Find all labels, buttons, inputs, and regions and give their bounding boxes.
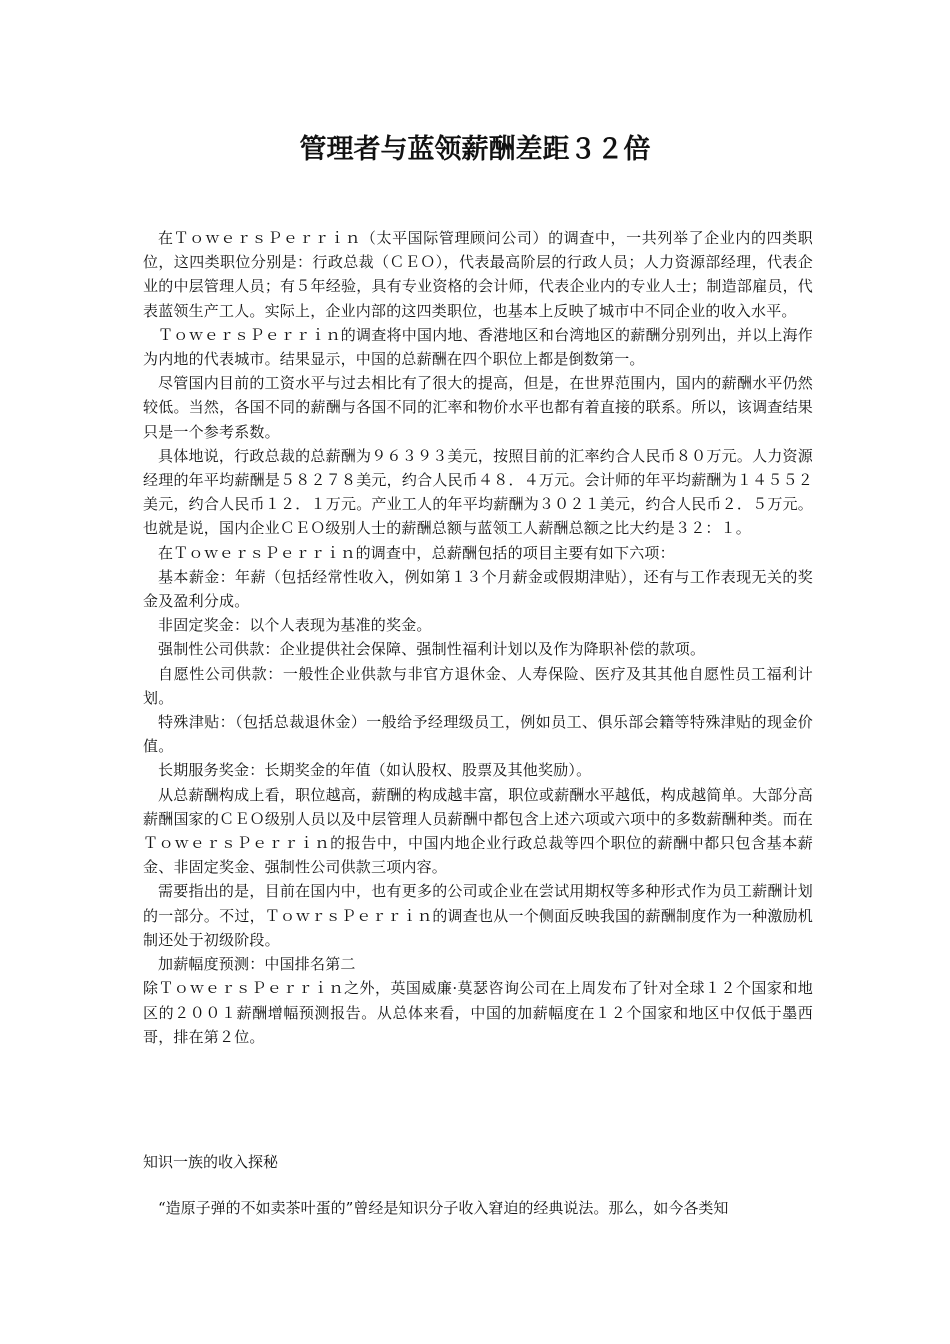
paragraph: “造原子弹的不如卖茶叶蛋的”曾经是知识分子收入窘迫的经典说法。那么，如今各类知 (158, 1199, 729, 1217)
paragraph: 特殊津贴：（包括总裁退休金）一般给予经理级员工，例如员工、俱乐部会籍等特殊津贴的现金价值。 (143, 713, 813, 756)
paragraph: 长期服务奖金：长期奖金的年值（如认股权、股票及其他奖励）。 (158, 761, 592, 780)
paragraph: 尽管国内目前的工资水平与过去相比有了很大的提高，但是，在世界范围内，国内的薪酬水平仍然较低。当然，各国不同的薪酬与各国不同的汇率和物价水平也都有着直接的联系。所以，该调查结果只是一个参考系数。 (143, 374, 813, 441)
paragraph: 非固定奖金：以个人表现为基准的奖金。 (158, 616, 432, 635)
paragraph: 在ＴｏｗｅｒｓＰｅｒｒｉｎ（太平国际管理顾问公司）的调查中，一共列举了企业内的四类职位，这四类职位分别是：行政总裁（ＣＥＯ），代表最高阶层的行政人员；人力资源部经理，代表企业的中层管理人员；有５年经验，具有专业资格的会计师，代表企业内的专业人士；制造部雇员，代表蓝领生产工人。实际上，企业内部的这四类职位，也基本上反映了城市中不同企业的收入水平。 (143, 229, 813, 320)
paragraph: ＴｏｗｅｒｓＰｅｒｒｉｎ的调查将中国内地、香港地区和台湾地区的薪酬分别列出，并以上海作为内地的代表城市。结果显示，中国的总薪酬在四个职位上都是倒数第一。 (143, 325, 813, 369)
paragraph: 自愿性公司供款：一般性企业供款与非官方退休金、人寿保险、医疗及其其他自愿性员工福利计划。 (143, 664, 813, 707)
document-title: 管理者与蓝领薪酬差距３２倍 (299, 134, 651, 165)
paragraph: 从总薪酬构成上看，职位越高，薪酬的构成越丰富，职位或薪酬水平越低，构成越简单。大部分高薪酬国家的ＣＥＯ级别人员以及中层管理人员薪酬中都包含上述六项或六项中的多数薪酬种类。而在ＴｏｗｅｒｓＰｅｒｒｉｎ的报告中，中国内地企业行政总裁等四个职位的薪酬中都只包含基本薪金、非固定奖金、强制性公司供款三项内容。 (143, 785, 813, 877)
paragraph: 需要指出的是，目前在国内中，也有更多的公司或企业在尝试用期权等多种形式作为员工薪酬计划的一部分。不过，ＴｏｗｒｓＰｅｒｒｉｎ的调查也从一个侧面反映我国的薪酬制度作为一种激励机制还处于初级阶段。 (143, 882, 813, 949)
paragraph: 具体地说，行政总裁的总薪酬为９６３９３美元，按照目前的汇率约合人民币８０万元。人力资源经理的年平均薪酬是５８２７８美元，约合人民币４８．４万元。会计师的年平均薪酬为１４５５２美元，约合人民币１２．１万元。产业工人的年平均薪酬为３０２１美元，约合人民币２．５万元。也就是说，国内企业ＣＥＯ级别人士的薪酬总额与蓝领工人薪酬总额之比大约是３２：１。 (143, 446, 813, 538)
section-heading: 知识一族的收入探秘 (143, 1153, 279, 1171)
paragraph: 加薪幅度预测：中国排名第二 (158, 955, 356, 974)
paragraph: 在ＴｏｗｅｒｓＰｅｒｒｉｎ的调查中，总薪酬包括的项目主要有如下六项： (158, 543, 675, 562)
document-body (143, 226, 813, 1049)
paragraph: 基本薪金：年薪（包括经常性收入，例如第１３个月薪金或假期津贴），还有与工作表现无关的奖金及盈利分成。 (143, 567, 813, 611)
paragraph: 除ＴｏｗｅｒｓＰｅｒｒｉｎ之外，英国威廉·莫瑟咨询公司在上周发布了针对全球１２个国家和地区的２００１薪酬增幅预测报告。从总体来看，中国的加薪幅度在１２个国家和地区中仅低于墨西哥，排在第２位。 (143, 979, 813, 1046)
paragraph: 强制性公司供款：企业提供社会保障、强制性福利计划以及作为降职补偿的款项。 (158, 640, 706, 659)
